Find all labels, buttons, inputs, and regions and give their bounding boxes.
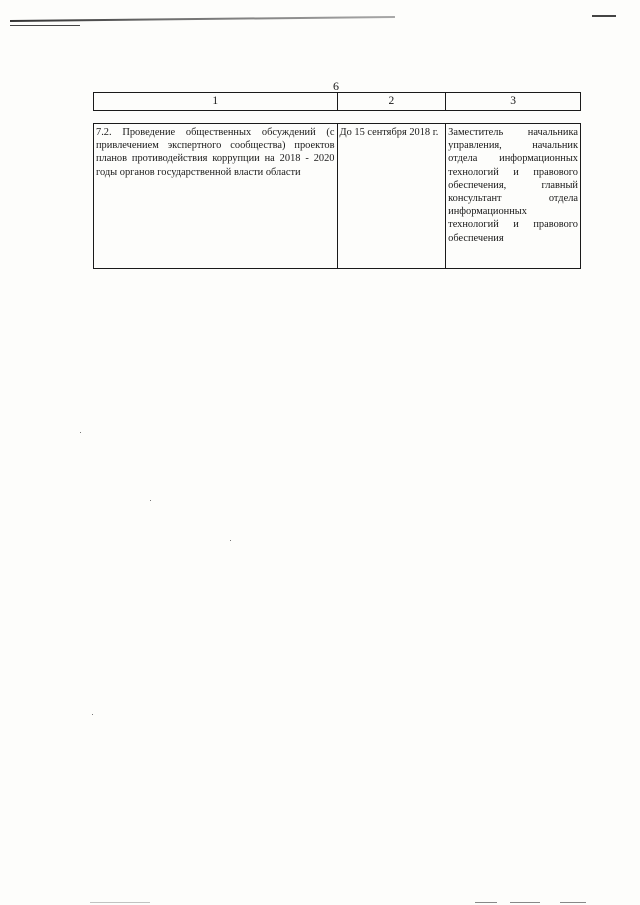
scan-artifact-line [10,25,80,26]
scan-artifact-mark [592,15,616,17]
scan-artifact-line [510,902,540,903]
responsible-cell: Заместитель начальника управления, начальник отдела информационных технологий и правового обеспечения, главный консультант отдела информационных технологий и правового обеспечения [446,124,581,269]
scan-speck [92,714,93,715]
scan-artifact-line [560,902,586,903]
page-number: 6 [333,79,339,93]
table-header [93,92,581,111]
scan-artifact-line [10,16,395,22]
measures-table [93,123,581,269]
column-header: 3 [446,93,581,111]
scan-speck [230,540,231,541]
table-header-row [94,93,581,111]
column-header: 2 [337,93,446,111]
scan-speck [150,500,151,501]
scan-artifact-line [475,902,497,903]
task-cell: 7.2. Проведение общественных обсуждений (с привлечением экспертного сообщества) проектов планов противодействия коррупции на 2018 - 2020 годы органов государственной власти области [94,124,338,269]
deadline-cell: До 15 сентября 2018 г. [337,124,446,269]
column-header: 1 [94,93,338,111]
table-row [94,124,581,269]
scan-artifact-line [90,902,150,903]
scan-speck [80,432,81,433]
